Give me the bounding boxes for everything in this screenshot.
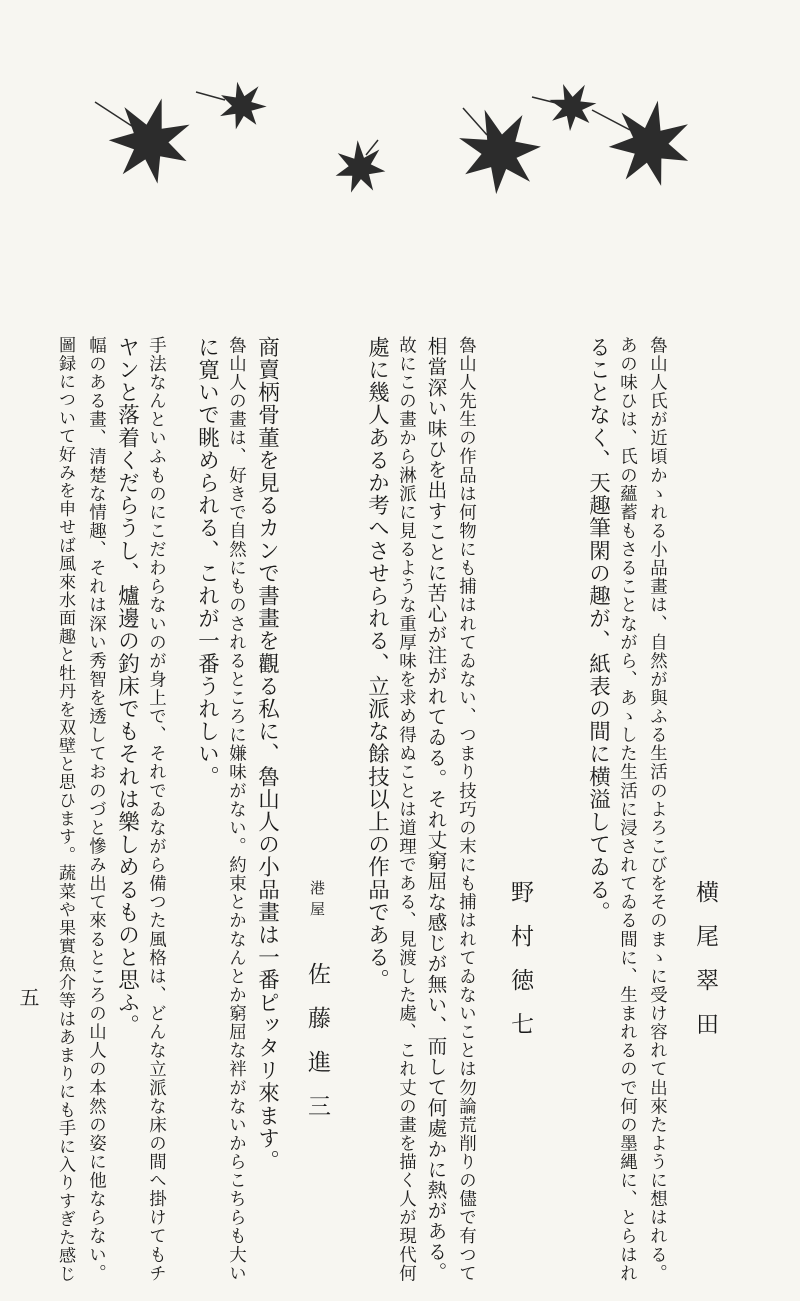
author-name-text: 横尾翠田 bbox=[692, 880, 718, 1056]
paragraph-line: 魯山人氏が近頃かゝれる小品畫は、自然が與ふる生活のよろこびをそのまゝに受け容れて出來たように想はれる。 bbox=[646, 336, 667, 1283]
maple-leaves-illustration bbox=[0, 0, 800, 260]
paragraph-line: あの味ひは、氏の蘊蓄もさることながら、あゝした生活に浸されてゐる間に、生まれるので何の墨縄に、とらはれ bbox=[616, 336, 637, 1283]
maple-leaf-icon bbox=[95, 92, 197, 187]
author-affiliation: 港屋 bbox=[308, 880, 326, 922]
paragraph-line: ヤンと落着くだらうし、爐邊の釣床でもそれは樂しめるものと思ふ。 bbox=[114, 336, 140, 1037]
paragraph-line: 商賣柄骨董を見るカンで書畫を觀る私に、魯山人の小品畫は一番ピッタリ來ます。 bbox=[254, 336, 280, 1173]
paragraph-line: 處に幾人あるか考へさせられる、立派な餘技以上の作品である。 bbox=[364, 336, 390, 992]
paragraph-line: 魯山人の畫は、好きで自然にものされるところに嫌味がない。約束とかなんとか窮屈な袢がないからこちらも大い bbox=[225, 336, 246, 1283]
author-block bbox=[305, 880, 328, 1138]
paragraph-line: 故にこの畫から淋派に見るような重厚味を求め得ぬことは道理である、見渡した處、これ丈の畫を描く人が現代何 bbox=[395, 336, 416, 1283]
paragraph-line: 圖録について好みを申せば風來水面趣と牡丹を双壁と思ひます。蔬菜や果實魚介等はあまりにも手に入りすぎた感じ bbox=[55, 336, 76, 1283]
author-name-text: 佐藤進三 bbox=[304, 962, 330, 1138]
paragraph-line: に寛いで眺められる、これが一番うれしい。 bbox=[194, 336, 220, 788]
author-name bbox=[693, 880, 716, 1056]
author-name-text: 野村徳七 bbox=[507, 880, 533, 1056]
paragraph-line: 相當深い味ひを出すことに苦心が注がれてゐる。それ丈窮屈な感じが無い、而して何處かに熱がある。 bbox=[424, 336, 448, 1283]
paragraph-line: 手法なんといふものにこだわらないのが身上で、それでゐながら備つた風格は、どんな立派な床の間へ掛けてもチ bbox=[145, 336, 166, 1283]
paragraph-line: ることなく、天趣筆閑の趣が、紙表の間に横溢してゐる。 bbox=[585, 336, 611, 924]
maple-leaf-icon bbox=[450, 100, 548, 199]
maple-leaf-icon bbox=[196, 74, 274, 136]
maple-leaf-icon bbox=[592, 97, 695, 187]
page-number: 五 bbox=[16, 987, 40, 1007]
maple-leaf-icon bbox=[532, 75, 603, 135]
author-name bbox=[508, 880, 531, 1056]
paragraph-line: 魯山人先生の作品は何物にも捕はれてゐない、つまり技巧の末にも捕はれてゐないことは勿論荒削りの儘で有つて bbox=[455, 336, 476, 1283]
paragraph-line: 幅のある畫、清楚な情趣、それは深い秀智を透しておのづと慘み出て來るところの山人の本然の姿に他ならない。 bbox=[85, 336, 106, 1283]
maple-leaf-icon bbox=[334, 140, 385, 192]
